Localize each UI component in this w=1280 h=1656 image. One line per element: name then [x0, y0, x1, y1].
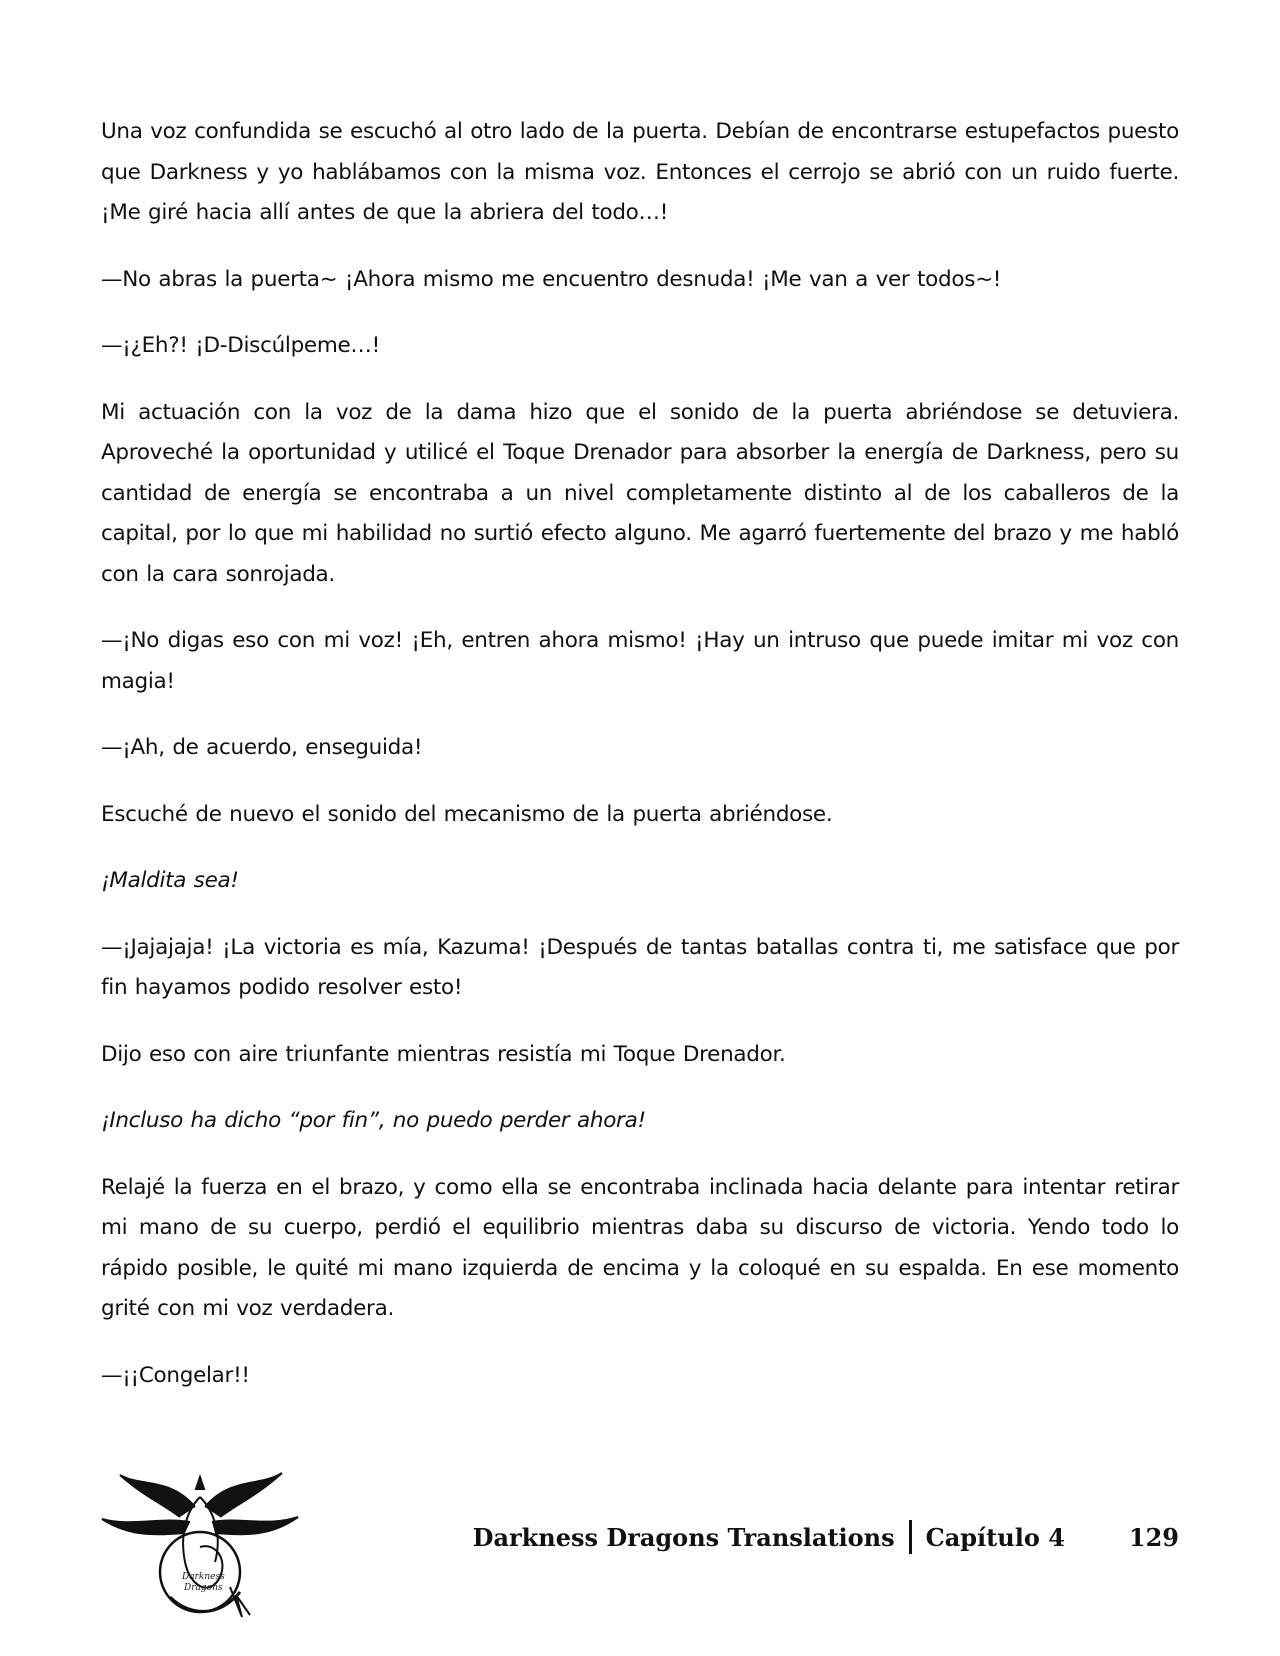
page-footer: [0, 1455, 1280, 1635]
logo-text-line2: Dragons: [184, 1583, 223, 1593]
paragraph: Escuché de nuevo el sonido del mecanismo de la puerta abriéndose.: [101, 801, 833, 827]
chapter-label: Capítulo 4: [925, 1522, 1065, 1552]
page-body: [101, 112, 1179, 1422]
paragraph: —¡Jajajaja! ¡La victoria es mía, Kazuma! ¡Después de tantas batallas contra ti, me satisface que por fin hayamos podido resolver esto!: [101, 934, 1179, 1000]
footer-divider: [909, 1520, 912, 1554]
paragraph: —¡Ah, de acuerdo, enseguida!: [101, 735, 423, 760]
logo-text-line1: Darkness: [182, 1572, 225, 1582]
paragraph: —No abras la puerta~ ¡Ahora mismo me encuentro desnuda! ¡Me van a ver todos~!: [101, 266, 1002, 292]
paragraph: Una voz confundida se escuchó al otro lado de la puerta. Debían de encontrarse estupefactos puesto que Darkness y yo hablábamos con la misma voz. Entonces el cerrojo se abrió con un ruido fuerte. ¡Me giré hacia allí antes de que la abriera del todo…!: [101, 119, 1179, 225]
paragraph: Dijo eso con aire triunfante mientras resistía mi Toque Drenador.: [101, 1041, 786, 1067]
translation-group-name: Darkness Dragons Translations: [472, 1522, 895, 1552]
paragraph: —¡¿Eh?! ¡D-Discúlpeme…!: [101, 333, 380, 358]
paragraph-italic: ¡Maldita sea!: [101, 868, 239, 893]
paragraph-italic: ¡Incluso ha dicho “por fin”, no puedo perder ahora!: [101, 1108, 646, 1133]
footer-caption: [473, 1520, 1179, 1554]
page-number: 129: [1128, 1522, 1179, 1552]
paragraph: Mi actuación con la voz de la dama hizo que el sonido de la puerta abriéndose se detuviera. Aproveché la oportunidad y utilicé el Toque Drenador para absorber la energía de Darkness, pero su cantidad de energía se encontraba a un nivel completamente distinto al de los caballeros de la capital, por lo que mi habilidad no surtió efecto alguno. Me agarró fuertemente del brazo y me habló con la cara sonrojada.: [101, 399, 1179, 587]
paragraph: —¡No digas eso con mi voz! ¡Eh, entren ahora mismo! ¡Hay un intruso que puede imitar mi voz con magia!: [101, 628, 1179, 694]
dragon-logo-icon: [100, 1467, 300, 1627]
paragraph: Relajé la fuerza en el brazo, y como ella se encontraba inclinada hacia delante para intentar retirar mi mano de su cuerpo, perdió el equilibrio mientras daba su discurso de victoria. Yendo todo lo rápido posible, le quité mi mano izquierda de encima y la coloqué en su espalda. En ese momento grité con mi voz verdadera.: [101, 1174, 1179, 1321]
paragraph: —¡¡Congelar!!: [101, 1362, 250, 1388]
